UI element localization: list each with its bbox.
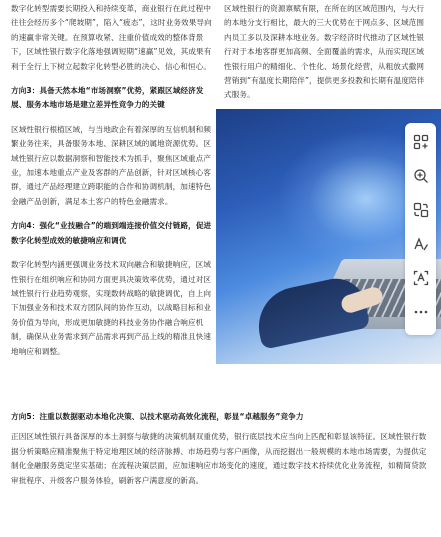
- right-intro-paragraph: 区域性银行的资源禀赋有限，在所在的区域范围内，与大行的本地分支行相比，最大的三大优势在于网点多、区域范围内员工多以及深耕本地业务。数字经济时代推动了区域性银行对于本地客群更加高频、全面覆盖的需求，从而实现区域性银行用户的精细化、个性化、场景化经营，从粗放式撒网营销到“有温度长期陪伴”，提供更多投教和长期有温度陪伴式服务。: [224, 4, 425, 100]
- left-column: [11, 2, 215, 359]
- more-icon[interactable]: [410, 301, 431, 322]
- section5-heading: 方向5：注重以数据驱动本地化决策、以技术驱动高效化流程，彰显“卓越服务”竞争力: [11, 412, 304, 421]
- section3-heading: 方向3：具备天然本地“市场洞察”优势，紧跟区域经济发展、服务本地市场是建立差异性竞争力的关键: [11, 86, 204, 110]
- section5-body: 正因区域性银行具备深厚的本土洞察与敏捷的决策机制双重优势，银行底层技术应当向上匹配和彰显该特征。区域性银行数据分析策略应精准聚焦于特定地理区域的经济脉搏、市场趋势与客户画像，从而挖掘出一般规模的本地市场需要，为提供定制化金融服务奠定坚实基础；在流程决策层面，应加速响应市场变化的速度，通过数字技术持续优化业务流程，如精简贷款审批程序、升级客户服务体验，刷新客户满意度的新高。: [11, 432, 427, 485]
- zoom-in-icon[interactable]: [410, 165, 431, 186]
- section4-body: 数字化转型内涵更强调业务技术双向融合和敏捷响应，区域性银行在组织响应和协同方面更具决策效率优势，通过对区域性银行行业趋势观察，实现数转战略的敏捷调优，自上向下加强业务和技术双方团队间的协作互动，以战略目标和业务价值为导向，形成更加敏捷的科技业务协作融合响应机制，确保从业务需求到产品需求再到产品上线的精准且快速地响应和调整。: [11, 260, 212, 356]
- text-edit-icon[interactable]: [410, 233, 431, 254]
- section4-heading: 方向4：强化“业技融合”的端到端连接价值交付链路，促进数字化转型成效的敏捷响应和调优: [11, 221, 212, 245]
- text-scan-icon[interactable]: [410, 267, 431, 288]
- grid-add-icon[interactable]: [410, 131, 431, 152]
- left-intro-paragraph: 数字化转型需要长期投入和持续变革，商业银行在此过程中往往会经历多个“爬坡期”，陷入“疲态”，这时业务效果导向的速赢非常关键。在预算收紧、注重价值成效的整体背景下，区域性银行数字化落地强调短期“速赢”见效，其成果有利于全行上下树立起数字化转型必胜的决心、信心和恒心。: [11, 4, 212, 71]
- right-column: [224, 2, 431, 103]
- bottom-section: [11, 410, 431, 488]
- floating-toolbar: [405, 123, 436, 335]
- section3-body: 区域性银行根植区域，与当地政企有着深厚的互信机制和频繁业务往来，具备服务本地、深耕区域的属地资源优势。区域性银行应以数据洞察和智能技术为抓手，聚焦区域重点产业，加速本地重点产业及客群的产品创新，针对区域核心客群，通过产品经理建立跨职能的合作和协调机制，加速特色金融产品创新，满足本土客户的特色金融需求。: [11, 124, 212, 206]
- swap-translate-icon[interactable]: [410, 199, 431, 220]
